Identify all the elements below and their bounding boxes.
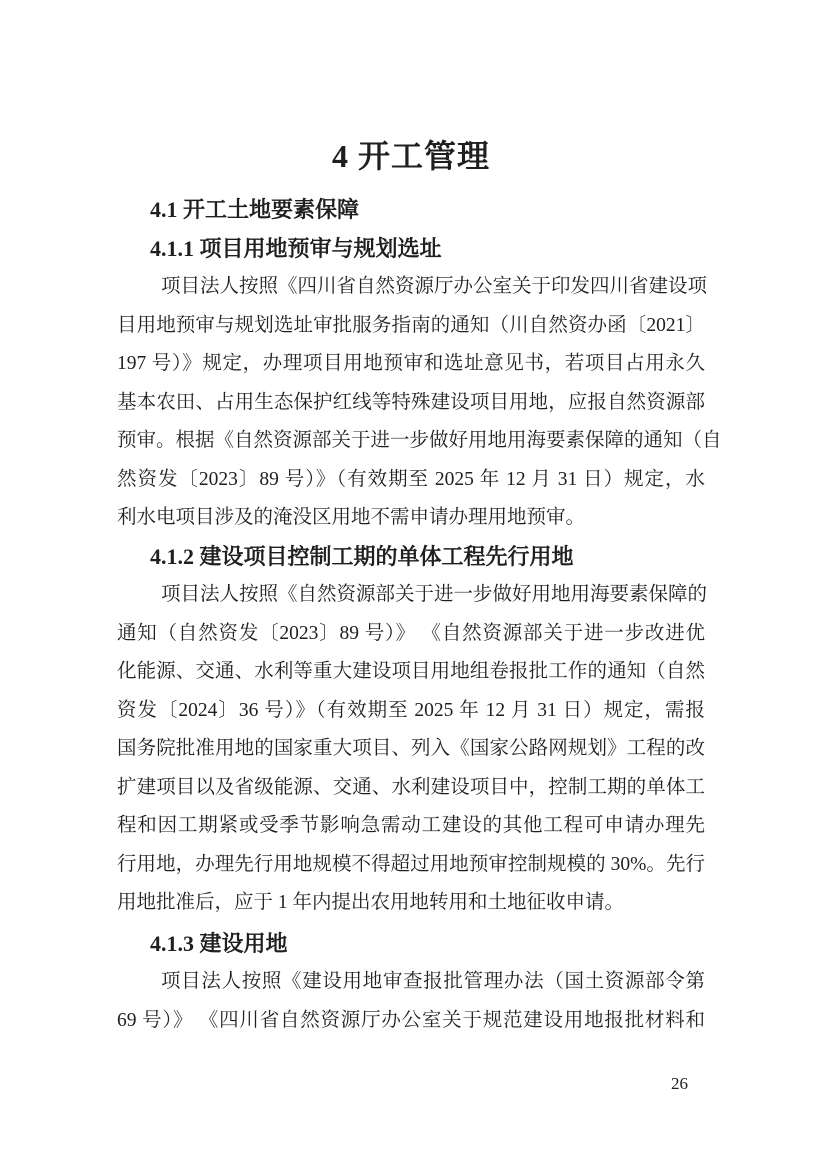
text-line: 69 号）》 《四川省自然资源厅办公室关于规范建设用地报批材料和 xyxy=(117,1009,705,1031)
text-line: 资发〔2024〕36 号）》（有效期至 2025 年 12 月 31 日）规定，需报 xyxy=(117,699,705,721)
text-line: 项目法人按照《建设用地审查报批管理办法（国土资源部令第 xyxy=(161,971,705,992)
text-line: 利水电项目涉及的淹没区用地不需申请办理用地预审。 xyxy=(117,507,586,528)
paragraph-4-1-1 xyxy=(117,268,722,538)
section-heading-4-1: 4.1 开工土地要素保障 xyxy=(150,197,360,222)
text-line: 化能源、交通、水利等重大建设项目用地组卷报批工作的通知（自然 xyxy=(117,661,705,682)
text-line: 基本农田、占用生态保护红线等特殊建设项目用地，应报自然资源部 xyxy=(117,391,705,413)
text-line: 行用地，办理先行用地规模不得超过用地预审控制规模的 30%。先行 xyxy=(117,853,705,875)
section-heading-4-1-2: 4.1.2 建设项目控制工期的单体工程先行用地 xyxy=(150,543,574,569)
text-line: 目用地预审与规划选址审批服务指南的通知（川自然资办函〔2021〕 xyxy=(117,314,705,336)
text-line: 然资发〔2023〕89 号）》（有效期至 2025 年 12 月 31 日）规定，水 xyxy=(117,468,705,490)
text-line: 程和因工期紧或受季节影响急需动工建设的其他工程可申请办理先 xyxy=(117,815,705,836)
text-line: 项目法人按照《自然资源部关于进一步做好用地用海要素保障的 xyxy=(161,584,708,605)
section-heading-4-1-1: 4.1.1 项目用地预审与规划选址 xyxy=(150,235,442,261)
text-line: 197 号）》规定，办理项目用地预审和选址意见书，若项目占用永久 xyxy=(117,353,705,374)
page-number: 26 xyxy=(671,1074,688,1093)
text-line: 项目法人按照《四川省自然资源厅办公室关于印发四川省建设项 xyxy=(161,276,708,297)
text-line: 通知（自然资发〔2023〕89 号）》 《自然资源部关于进一步改进优 xyxy=(117,622,705,644)
page-title: 4 开工管理 xyxy=(331,138,490,174)
text-line: 用地批准后，应于 1 年内提出农用地转用和土地征收申请。 xyxy=(117,892,625,913)
section-heading-4-1-3: 4.1.3 建设用地 xyxy=(150,930,288,956)
text-line: 国务院批准用地的国家重大项目、列入《国家公路网规划》工程的改 xyxy=(117,738,705,759)
paragraph-4-1-2 xyxy=(117,576,708,923)
text-line: 扩建项目以及省级能源、交通、水利建设项目中，控制工期的单体工 xyxy=(117,776,705,798)
text-line: 预审。根据《自然资源部关于进一步做好用地用海要素保障的通知（自 xyxy=(117,430,722,451)
paragraph-4-1-3 xyxy=(117,963,705,1040)
